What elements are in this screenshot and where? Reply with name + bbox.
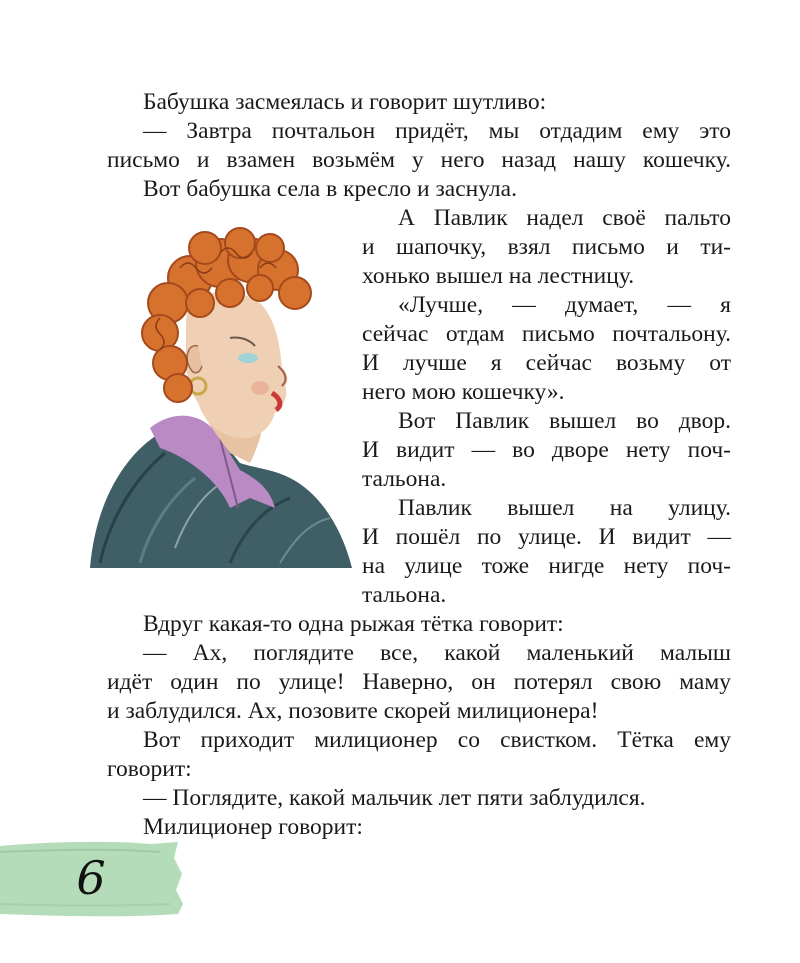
text-line: — Ах, поглядите все, какой маленький малыш (143, 640, 731, 666)
text-line: тальона. (362, 582, 447, 608)
text-line: И пошёл по улице. И видит — (362, 524, 731, 550)
text-line: хонько вышел на лестницу. (362, 263, 635, 289)
woman-portrait-illustration (80, 208, 360, 578)
text-line: А Павлик надел своё пальто (398, 205, 731, 231)
text-line: Павлик вышел на улицу. (398, 495, 731, 521)
text-line: — Завтра почтальон придёт, мы отдадим ему это (143, 118, 731, 144)
text-line: Бабушка засмеялась и говорит шутливо: (143, 89, 547, 115)
text-line: и шапочку, взял письмо и ти- (362, 234, 731, 260)
text-line: и заблудился. Ах, позовите скорей милиционера! (107, 698, 599, 724)
text-line: «Лучше, — думает, — я (398, 292, 731, 318)
text-line: И видит — во дворе нету поч- (362, 437, 731, 463)
text-line: на улице тоже нигде нету поч- (362, 553, 731, 579)
text-line: него мою кошечку». (362, 379, 565, 405)
text-line: тальона. (362, 466, 447, 492)
text-line: идёт один по улице! Наверно, он потерял свою маму (107, 669, 731, 695)
text-line: Вот Павлик вышел во двор. (398, 408, 731, 434)
text-line: сейчас отдам письмо почтальону. (362, 321, 731, 347)
text-line: Вот приходит милиционер со свистком. Тётка ему (143, 727, 731, 753)
text-line: Милиционер говорит: (143, 814, 363, 840)
text-line: говорит: (107, 756, 192, 782)
page-number: 6 (76, 851, 106, 905)
text-line: Вдруг какая-то одна рыжая тётка говорит: (143, 611, 564, 637)
text-line: письмо и взамен возьмём у него назад нашу кошечку. (107, 147, 731, 173)
text-line: Вот бабушка села в кресло и заснула. (143, 176, 517, 202)
text-line: — Поглядите, какой мальчик лет пяти заблудился. (143, 785, 646, 811)
text-line: И лучше я сейчас возьму от (362, 350, 731, 376)
